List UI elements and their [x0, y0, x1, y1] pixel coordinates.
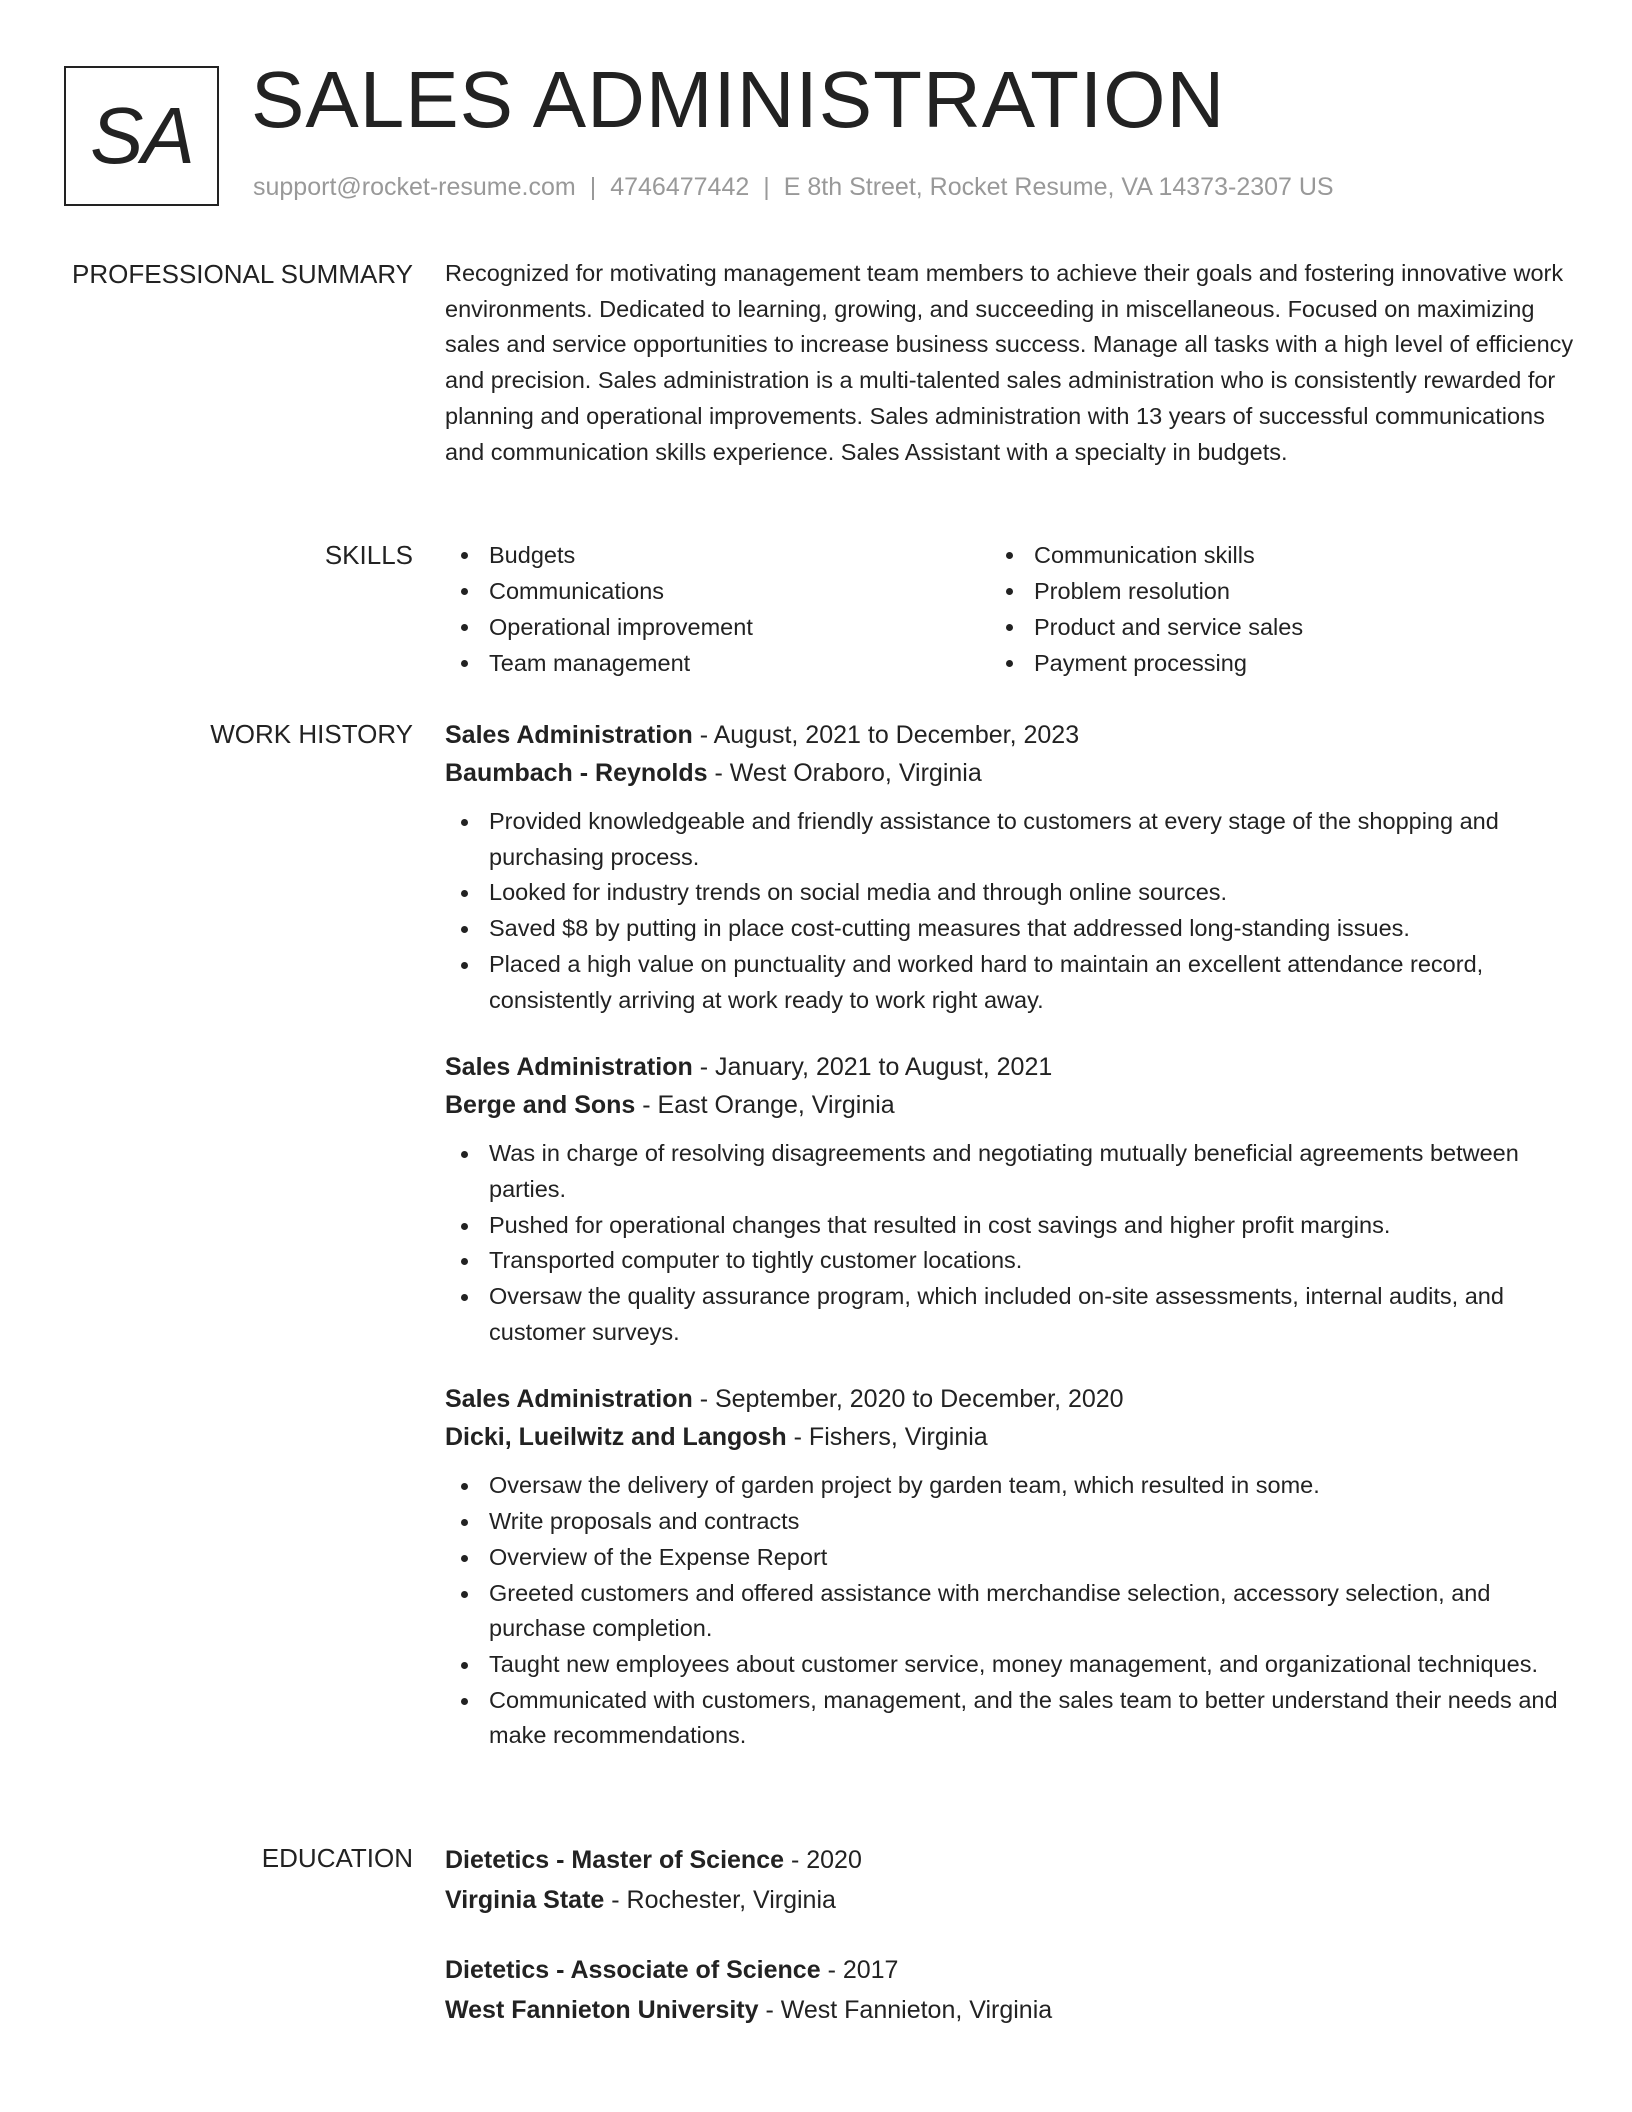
- summary-content: [445, 256, 1575, 470]
- work-history-content: [445, 716, 1575, 1784]
- education-degree-line: [445, 1840, 1575, 1880]
- job-bullet: Placed a high value on punctuality and worked hard to maintain an excellent attendance record, consistently arriving at work ready to work right away.: [445, 947, 1575, 1018]
- education-school-line: [445, 1990, 1575, 2030]
- job-bullets: [445, 804, 1575, 1018]
- section-label-work-history: WORK HISTORY: [210, 719, 413, 749]
- job-bullet: Communicated with customers, management, and the sales team to better understand their needs and make recommendations.: [445, 1683, 1575, 1754]
- resume-title: SALES ADMINISTRATION: [251, 55, 1226, 144]
- job-bullet: Transported computer to tightly customer locations.: [445, 1243, 1575, 1279]
- job-title-line: [445, 1048, 1575, 1086]
- job-company: Berge and Sons: [445, 1091, 636, 1120]
- skills-list: [445, 537, 1575, 681]
- job-bullet: Looked for industry trends on social media and through online sources.: [445, 875, 1575, 911]
- section-label-skills: SKILLS: [324, 540, 413, 570]
- skill-item: Team management: [445, 645, 990, 681]
- skill-item: Payment processing: [990, 645, 1535, 681]
- job-bullet: Write proposals and contracts: [445, 1504, 1575, 1540]
- job-bullet: Saved $8 by putting in place cost-cutting measures that addressed long-standing issues.: [445, 911, 1575, 947]
- job-title-line: [445, 716, 1575, 754]
- skill-item: Communication skills: [990, 537, 1535, 573]
- skill-item: Problem resolution: [990, 573, 1535, 609]
- job-location: - Fishers, Virginia: [786, 1423, 988, 1452]
- education-content: [445, 1840, 1575, 2060]
- education-school: West Fannieton University: [445, 1996, 759, 2024]
- monogram-badge: SA: [64, 66, 219, 206]
- job-company-line: [445, 1086, 1575, 1124]
- job-dates: - September, 2020 to December, 2020: [692, 1385, 1124, 1414]
- job-bullet: Oversaw the quality assurance program, which included on-site assessments, internal audits, and customer surveys.: [445, 1279, 1575, 1350]
- job-location: - West Oraboro, Virginia: [707, 759, 982, 787]
- contact-line: [253, 173, 1334, 202]
- job-bullets: [445, 1468, 1575, 1754]
- job-entry: [445, 1380, 1575, 1754]
- contact-address: E 8th Street, Rocket Resume, VA 14373-2307 US: [783, 173, 1334, 201]
- education-degree: Dietetics - Master of Science: [445, 1846, 785, 1874]
- education-degree-line: [445, 1950, 1575, 1990]
- contact-phone: 4746477442: [610, 173, 750, 201]
- job-entry: [445, 1048, 1575, 1350]
- skill-item: Operational improvement: [445, 609, 990, 645]
- job-title: Sales Administration: [445, 1385, 693, 1414]
- job-bullet: Taught new employees about customer service, money management, and organizational techniques.: [445, 1647, 1575, 1683]
- education-school: Virginia State: [445, 1886, 605, 1914]
- section-label-education: EDUCATION: [261, 1843, 413, 1873]
- education-school-line: [445, 1880, 1575, 1920]
- job-bullet: Provided knowledgeable and friendly assistance to customers at every stage of the shopping and purchasing process.: [445, 804, 1575, 875]
- skill-item: Communications: [445, 573, 990, 609]
- job-bullet: Overview of the Expense Report: [445, 1540, 1575, 1576]
- section-label-summary: PROFESSIONAL SUMMARY: [72, 259, 413, 289]
- skills-column-left: [445, 537, 990, 681]
- job-bullet: Greeted customers and offered assistance with merchandise selection, accessory selection, and purchase completion.: [445, 1576, 1575, 1647]
- contact-email: support@rocket-resume.com: [253, 173, 576, 201]
- job-bullet: Pushed for operational changes that resulted in cost savings and higher profit margins.: [445, 1208, 1575, 1244]
- job-location: - East Orange, Virginia: [635, 1091, 895, 1120]
- job-entry: [445, 716, 1575, 1018]
- education-location: - West Fannieton, Virginia: [758, 1996, 1053, 2024]
- job-dates: - August, 2021 to December, 2023: [692, 721, 1080, 749]
- skill-item: Product and service sales: [990, 609, 1535, 645]
- job-bullets: [445, 1136, 1575, 1350]
- education-entry: [445, 1840, 1575, 1920]
- contact-separator: |: [589, 173, 597, 201]
- contact-separator: |: [763, 173, 770, 201]
- job-company-line: [445, 1418, 1575, 1456]
- summary-text: Recognized for motivating management team members to achieve their goals and fostering innovative work environments. Dedicated to learning, growing, and succeeding in miscellaneous. Focused on maximizing sales and service opportunities to increase business success. Manage all tasks with a high level of efficiency and precision. Sales administration is a multi-talented sales administration who is consistently rewarded for planning and operational improvements. Sales administration with 13 years of successful communications and communication skills experience. Sales Assistant with a specialty in budgets.: [445, 260, 1574, 465]
- job-company-line: [445, 754, 1575, 792]
- skill-item: Budgets: [445, 537, 990, 573]
- education-year: - 2020: [784, 1846, 862, 1874]
- education-location: - Rochester, Virginia: [604, 1886, 836, 1914]
- job-title: Sales Administration: [445, 721, 693, 749]
- job-bullet: Was in charge of resolving disagreements and negotiating mutually beneficial agreements between parties.: [445, 1136, 1575, 1207]
- job-bullet: Oversaw the delivery of garden project by garden team, which resulted in some.: [445, 1468, 1575, 1504]
- education-year: - 2017: [820, 1956, 899, 1984]
- education-entry: [445, 1950, 1575, 2030]
- job-company: Baumbach - Reynolds: [445, 759, 708, 787]
- education-degree: Dietetics - Associate of Science: [445, 1956, 821, 1984]
- job-title-line: [445, 1380, 1575, 1418]
- job-dates: - January, 2021 to August, 2021: [692, 1053, 1053, 1082]
- job-title: Sales Administration: [445, 1053, 693, 1082]
- job-company: Dicki, Lueilwitz and Langosh: [445, 1423, 787, 1452]
- skills-column-right: [990, 537, 1535, 681]
